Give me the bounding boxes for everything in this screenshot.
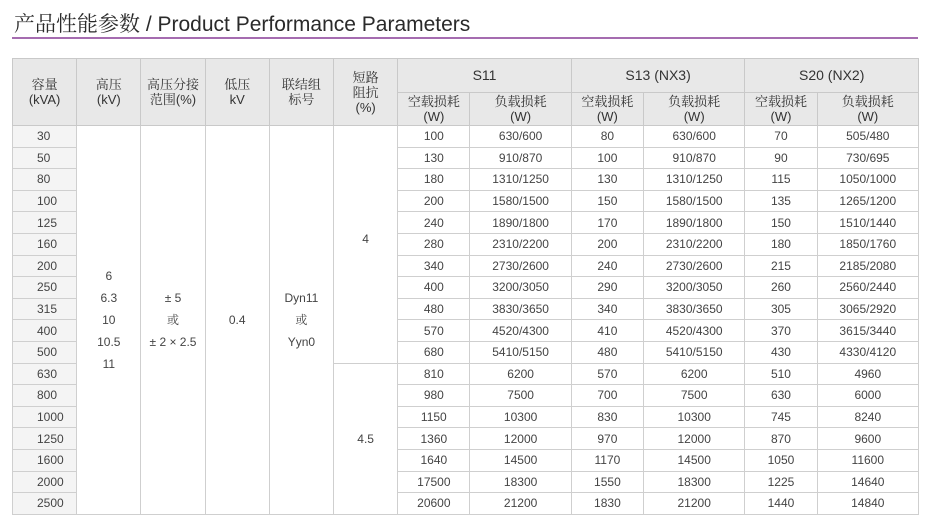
cell-s13-no-load: 1170	[571, 449, 643, 471]
cell-s13-load: 10300	[644, 406, 745, 428]
cell-s20-load: 505/480	[817, 126, 918, 148]
header-vector-group: 联结组 标号	[269, 59, 333, 126]
cell-s13-no-load: 570	[571, 363, 643, 385]
cell-capacity: 200	[13, 255, 77, 277]
cell-impedance-a: 4	[334, 126, 398, 364]
cell-s11-no-load: 100	[398, 126, 470, 148]
cell-s13-no-load: 80	[571, 126, 643, 148]
cell-s11-no-load: 280	[398, 233, 470, 255]
cell-s11-no-load: 180	[398, 169, 470, 191]
header-s11-load: 负载损耗 (W)	[470, 93, 571, 126]
cell-s13-no-load: 130	[571, 169, 643, 191]
cell-s11-load: 18300	[470, 471, 571, 493]
cell-capacity: 160	[13, 233, 77, 255]
cell-s20-no-load: 1050	[745, 449, 817, 471]
hv-value: 11	[102, 356, 116, 371]
cell-s20-no-load: 370	[745, 320, 817, 342]
cell-s11-no-load: 20600	[398, 493, 470, 515]
cell-s11-load: 10300	[470, 406, 571, 428]
cell-s11-load: 6200	[470, 363, 571, 385]
cell-s20-load: 1050/1000	[817, 169, 918, 191]
cell-s13-no-load: 170	[571, 212, 643, 234]
cell-s20-load: 3615/3440	[817, 320, 918, 342]
cell-s11-no-load: 130	[398, 147, 470, 169]
cell-s11-load: 3200/3050	[470, 277, 571, 299]
cell-s13-no-load: 240	[571, 255, 643, 277]
cell-capacity: 500	[13, 341, 77, 363]
cell-s11-no-load: 1640	[398, 449, 470, 471]
tap-value: ± 2 × 2.5	[149, 334, 197, 349]
cell-s11-load: 21200	[470, 493, 571, 515]
cell-s13-load: 2310/2200	[644, 233, 745, 255]
cell-s11-load: 2730/2600	[470, 255, 571, 277]
cell-s11-no-load: 980	[398, 385, 470, 407]
cell-s13-no-load: 480	[571, 341, 643, 363]
cell-s11-load: 4520/4300	[470, 320, 571, 342]
cell-s11-load: 1580/1500	[470, 190, 571, 212]
cell-s20-no-load: 260	[745, 277, 817, 299]
cell-s13-load: 3830/3650	[644, 298, 745, 320]
vector-value: Dyn11	[284, 290, 319, 305]
cell-s13-no-load: 1550	[571, 471, 643, 493]
cell-s20-load: 8240	[817, 406, 918, 428]
cell-s13-load: 5410/5150	[644, 341, 745, 363]
cell-capacity: 630	[13, 363, 77, 385]
cell-s20-load: 9600	[817, 428, 918, 450]
cell-s11-load: 3830/3650	[470, 298, 571, 320]
cell-s13-load: 12000	[644, 428, 745, 450]
cell-tap-range	[141, 126, 205, 515]
title-divider	[12, 37, 918, 39]
cell-s11-load: 12000	[470, 428, 571, 450]
header-hv: 高压 (kV)	[77, 59, 141, 126]
cell-capacity: 50	[13, 147, 77, 169]
cell-s13-load: 1580/1500	[644, 190, 745, 212]
cell-s20-no-load: 150	[745, 212, 817, 234]
header-tap-range: 高压分接 范围(%)	[141, 59, 205, 126]
cell-s13-load: 4520/4300	[644, 320, 745, 342]
header-s20-no-load: 空载损耗 (W)	[745, 93, 817, 126]
cell-s11-load: 1890/1800	[470, 212, 571, 234]
cell-s20-load: 11600	[817, 449, 918, 471]
cell-s11-load: 2310/2200	[470, 233, 571, 255]
header-s13-load: 负载损耗 (W)	[644, 93, 745, 126]
cell-s13-load: 7500	[644, 385, 745, 407]
table-row	[13, 126, 919, 148]
table-body	[13, 126, 919, 515]
cell-s13-load: 18300	[644, 471, 745, 493]
cell-s20-load: 2560/2440	[817, 277, 918, 299]
cell-s20-no-load: 430	[745, 341, 817, 363]
cell-s13-no-load: 290	[571, 277, 643, 299]
cell-lv: 0.4	[205, 126, 269, 515]
cell-s13-load: 630/600	[644, 126, 745, 148]
cell-s20-no-load: 1440	[745, 493, 817, 515]
cell-s13-load: 14500	[644, 449, 745, 471]
cell-capacity: 1250	[13, 428, 77, 450]
cell-capacity: 1000	[13, 406, 77, 428]
cell-capacity: 80	[13, 169, 77, 191]
hv-value: 6.3	[100, 290, 118, 305]
header-impedance: 短路 阻抗 (%)	[334, 59, 398, 126]
cell-s11-load: 7500	[470, 385, 571, 407]
cell-s20-no-load: 135	[745, 190, 817, 212]
cell-s20-load: 3065/2920	[817, 298, 918, 320]
cell-s13-load: 3200/3050	[644, 277, 745, 299]
cell-s20-load: 14640	[817, 471, 918, 493]
cell-s20-load: 1850/1760	[817, 233, 918, 255]
cell-s20-no-load: 90	[745, 147, 817, 169]
cell-capacity: 800	[13, 385, 77, 407]
cell-s11-no-load: 17500	[398, 471, 470, 493]
cell-vector-group	[269, 126, 333, 515]
cell-s13-no-load: 340	[571, 298, 643, 320]
hv-value: 10.5	[97, 334, 121, 349]
performance-table	[12, 58, 919, 515]
cell-s20-load: 1510/1440	[817, 212, 918, 234]
cell-s20-no-load: 215	[745, 255, 817, 277]
cell-s20-no-load: 180	[745, 233, 817, 255]
cell-s13-no-load: 200	[571, 233, 643, 255]
cell-s11-load: 630/600	[470, 126, 571, 148]
cell-s13-no-load: 970	[571, 428, 643, 450]
tap-value: ± 5	[164, 290, 182, 305]
cell-capacity: 1600	[13, 449, 77, 471]
cell-capacity: 100	[13, 190, 77, 212]
cell-s11-load: 5410/5150	[470, 341, 571, 363]
cell-capacity: 125	[13, 212, 77, 234]
cell-s13-no-load: 100	[571, 147, 643, 169]
cell-s11-no-load: 570	[398, 320, 470, 342]
header-capacity: 容量 (kVA)	[13, 59, 77, 126]
cell-s13-load: 1890/1800	[644, 212, 745, 234]
cell-s20-load: 14840	[817, 493, 918, 515]
hv-value: 6	[105, 268, 113, 283]
cell-s20-load: 4330/4120	[817, 341, 918, 363]
cell-s11-no-load: 680	[398, 341, 470, 363]
cell-s13-no-load: 1830	[571, 493, 643, 515]
header-s20-load: 负载损耗 (W)	[817, 93, 918, 126]
cell-s20-load: 4960	[817, 363, 918, 385]
cell-s11-no-load: 400	[398, 277, 470, 299]
cell-s11-no-load: 810	[398, 363, 470, 385]
cell-s13-no-load: 410	[571, 320, 643, 342]
header-lv: 低压 kV	[205, 59, 269, 126]
header-group-s13: S13 (NX3)	[571, 59, 745, 93]
cell-s20-no-load: 305	[745, 298, 817, 320]
header-s13-no-load: 空载损耗 (W)	[571, 93, 643, 126]
cell-s11-no-load: 340	[398, 255, 470, 277]
tap-value: 或	[167, 312, 180, 327]
cell-s13-no-load: 700	[571, 385, 643, 407]
cell-s11-no-load: 200	[398, 190, 470, 212]
cell-s11-no-load: 1360	[398, 428, 470, 450]
cell-s20-no-load: 115	[745, 169, 817, 191]
cell-s20-no-load: 745	[745, 406, 817, 428]
cell-capacity: 30	[13, 126, 77, 148]
cell-capacity: 2500	[13, 493, 77, 515]
cell-impedance-b: 4.5	[334, 363, 398, 514]
cell-s11-load: 14500	[470, 449, 571, 471]
cell-capacity: 2000	[13, 471, 77, 493]
cell-s11-load: 910/870	[470, 147, 571, 169]
cell-capacity: 315	[13, 298, 77, 320]
cell-capacity: 400	[13, 320, 77, 342]
cell-s20-no-load: 870	[745, 428, 817, 450]
cell-s11-no-load: 1150	[398, 406, 470, 428]
cell-s20-load: 730/695	[817, 147, 918, 169]
cell-s13-no-load: 150	[571, 190, 643, 212]
vector-value: Yyn0	[287, 334, 316, 349]
cell-s13-no-load: 830	[571, 406, 643, 428]
cell-s20-load: 6000	[817, 385, 918, 407]
cell-s11-load: 1310/1250	[470, 169, 571, 191]
cell-s20-no-load: 70	[745, 126, 817, 148]
cell-s13-load: 1310/1250	[644, 169, 745, 191]
cell-s13-load: 2730/2600	[644, 255, 745, 277]
page-title: 产品性能参数 / Product Performance Parameters	[14, 13, 471, 36]
hv-value: 10	[102, 312, 116, 327]
cell-s11-no-load: 240	[398, 212, 470, 234]
cell-hv-values	[77, 126, 141, 515]
cell-s11-no-load: 480	[398, 298, 470, 320]
cell-s20-no-load: 630	[745, 385, 817, 407]
cell-s13-load: 910/870	[644, 147, 745, 169]
header-group-s20: S20 (NX2)	[745, 59, 919, 93]
header-s11-no-load: 空载损耗 (W)	[398, 93, 470, 126]
cell-capacity: 250	[13, 277, 77, 299]
cell-s13-load: 6200	[644, 363, 745, 385]
cell-s20-no-load: 510	[745, 363, 817, 385]
cell-s20-no-load: 1225	[745, 471, 817, 493]
cell-s20-load: 2185/2080	[817, 255, 918, 277]
cell-s20-load: 1265/1200	[817, 190, 918, 212]
header-row-main	[13, 59, 919, 93]
header-group-s11: S11	[398, 59, 572, 93]
vector-value: 或	[295, 312, 308, 327]
cell-s13-load: 21200	[644, 493, 745, 515]
